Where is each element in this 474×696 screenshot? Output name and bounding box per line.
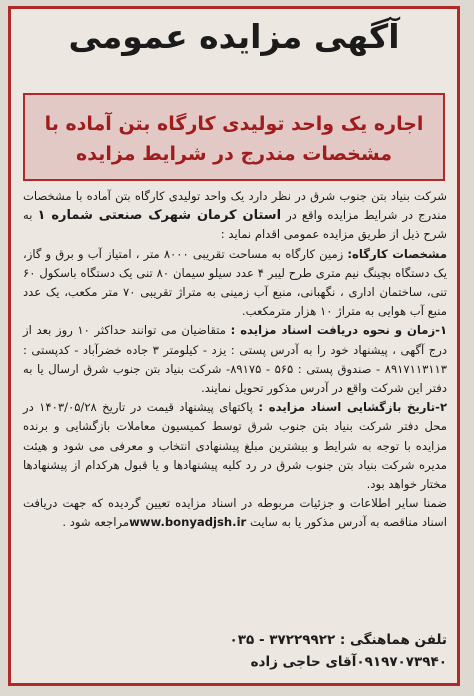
- section-2-text: پاکتهای پیشنهاد قیمت در تاریخ ۱۴۰۳/۰۵/۲۸ در محل دفتر شرکت بنیاد بتن جنوب شرق توسط کمیسیون معاملات بازگشایی و برنده مزایده با توجه به شرایط و بیشترین مبلغ پیشنهادی انتخاب و معرفی می شود و هیئت مدیره شرکت بنیاد بتن جنوب شرق در رد کلیه پیشنهادها و یا قبول هرکدام از پیشنهادها مختار خواهد بود.: [23, 400, 447, 492]
- intro-text-end: به شرح ذیل از طریق مزایده عمومی اقدام نماید :: [23, 208, 447, 242]
- intro-paragraph: [23, 187, 447, 245]
- advertisement-frame: [8, 6, 460, 686]
- website-link[interactable]: www.bonyadjsh.ir: [129, 515, 247, 530]
- banner-line-2: مشخصات مندرج در شرایط مزایده: [76, 143, 392, 165]
- intro-location: استان کرمان شهرک صنعتی شماره ۱: [37, 208, 282, 224]
- closing-paragraph: [23, 494, 447, 532]
- closing-text: ضمنا سایر اطلاعات و جزئیات مربوطه در اسناد مزایده تعیین گردیده که جهت دریافت اسناد مناقصه به آدرس مذکور یا به سایت: [23, 496, 447, 530]
- ad-title: آگهی مزایده عمومی: [68, 17, 400, 56]
- specs-text: زمین کارگاه به مساحت تقریبی ۸۰۰۰ متر ، امتیاز آب و برق و گاز، یک دستگاه بچینگ نیم متری طرح لیبر ۴ عدد سیلو سیمان ۸۰ تنی یک دستگاه باسکول ۶۰ تنی، ساختمان اداری ، نگهبانی، منبع آب زمینی به متراژ تقریبی ۷۰ متر مکعب، یک عدد منبع آب هوایی به متراژ ۱۰ هزار مترمکعب.: [23, 246, 447, 319]
- contact-phone: تلفن هماهنگی : ۳۷۲۲۹۹۲۲ - ۰۳۵: [229, 632, 447, 648]
- intro-text: شرکت بنیاد بتن جنوب شرق در نظر دارد یک واحد تولیدی کارگاه بتن آماده با مشخصات مندرج در شرایط مزایده واقع در: [23, 189, 448, 223]
- section-1-heading: ۱-زمان و نحوه دریافت اسناد مزایده :: [230, 323, 448, 338]
- specs-paragraph: [23, 245, 447, 322]
- subject-banner: [23, 93, 445, 181]
- closing-suffix: مراجعه شود .: [62, 515, 130, 530]
- contact-mobile: ۰۹۱۹۷۰۷۳۹۴۰آقای حاجی زاده: [250, 654, 447, 670]
- ad-body: [23, 187, 447, 533]
- section-2-paragraph: [23, 398, 447, 494]
- contact-block: [23, 629, 447, 673]
- section-1-paragraph: [23, 321, 447, 398]
- specs-heading: مشخصات کارگاه:: [347, 246, 447, 261]
- banner-line-1: اجاره یک واحد تولیدی کارگاه بتن آماده با: [44, 113, 424, 135]
- section-1-text: متقاضیان می توانند حداکثر ۱۰ روز بعد از درج آگهی ، پیشنهاد خود را به آدرس پستی : یزد - کیلومتر ۳ جاده خضرآباد - کدپستی : ۸۹۱۷۱۱۳۱۱۳ - صندوق پستی : ۵۶۵ - ۸۹۱۷۵- شرکت بنیاد بتن جنوب شرق ارسال یا به دفتر این شرکت واقع در آدرس مذکور تحویل نمایند.: [23, 323, 447, 396]
- section-2-heading: ۲-تاریخ بازگشایی اسناد مزایده :: [258, 400, 448, 415]
